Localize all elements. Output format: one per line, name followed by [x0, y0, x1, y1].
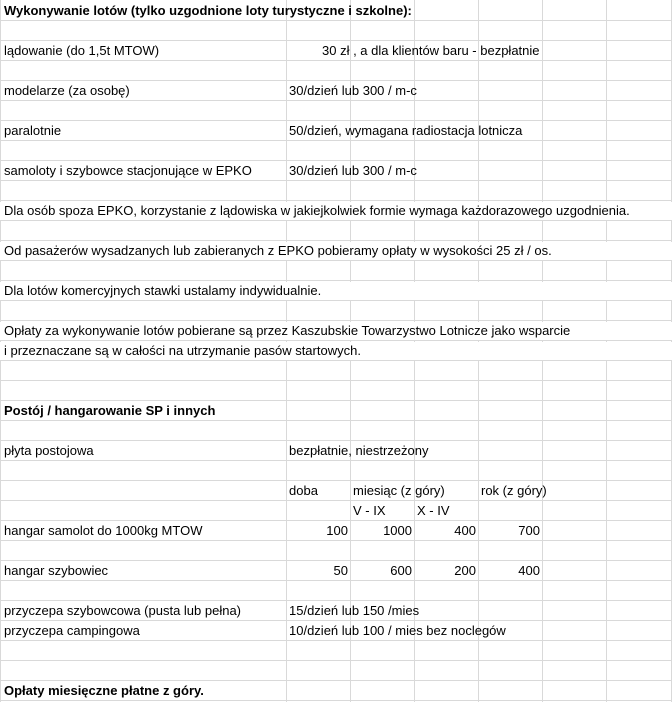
header-year[interactable]: rok (z góry) — [481, 483, 547, 498]
grid-row-line — [0, 400, 672, 401]
grid-row-line — [0, 240, 672, 241]
row-stationed-value[interactable]: 30/dzień lub 300 / m-c — [289, 163, 417, 178]
grid-row-line — [0, 560, 672, 561]
grid-row-line — [0, 580, 672, 581]
grid-row-line — [0, 460, 672, 461]
section-title-flights[interactable]: Wykonywanie lotów (tylko uzgodnione loty turystyczne i szkolne): — [4, 3, 412, 18]
row-paragliders-value[interactable]: 50/dzień, wymagana radiostacja lotnicza — [289, 123, 523, 138]
grid-row-line — [0, 520, 672, 521]
row-landing-label[interactable]: lądowanie (do 1,5t MTOW) — [4, 43, 160, 58]
grid-row-line — [0, 160, 672, 161]
grid-row-line — [0, 200, 672, 201]
row-glider-trailer-label[interactable]: przyczepa szybowcowa (pusta lub pełna) — [4, 603, 242, 618]
row-modelers-value[interactable]: 30/dzień lub 300 / m-c — [289, 83, 417, 98]
row-hangar-glider-summer[interactable]: 600 — [390, 563, 412, 578]
row-camping-trailer-label[interactable]: przyczepa campingowa — [4, 623, 140, 638]
row-stationed-label[interactable]: samoloty i szybowce stacjonujące w EPKO — [4, 163, 252, 178]
grid-row-line — [0, 220, 672, 221]
row-hangar-plane-summer[interactable]: 1000 — [383, 523, 412, 538]
section-title-parking[interactable]: Postój / hangarowanie SP i innych — [4, 403, 216, 418]
row-hangar-plane-label[interactable]: hangar samolot do 1000kg MTOW — [4, 523, 203, 538]
row-hangar-plane-year[interactable]: 700 — [518, 523, 540, 538]
note-fees-line1[interactable]: Opłaty za wykonywanie lotów pobierane są przez Kaszubskie Towarzystwo Lotnicze jako wsparcie — [4, 323, 571, 338]
grid-row-line — [0, 700, 672, 701]
row-hangar-glider-year[interactable]: 400 — [518, 563, 540, 578]
row-glider-trailer-value[interactable]: 15/dzień lub 150 /mies — [289, 603, 420, 618]
grid-row-line — [0, 540, 672, 541]
grid-row-line — [0, 440, 672, 441]
grid-row-line — [0, 640, 672, 641]
row-apron-value[interactable]: bezpłatnie, niestrzeżony — [289, 443, 429, 458]
grid-row-line — [0, 40, 672, 41]
header-summer[interactable]: V - IX — [353, 503, 386, 518]
grid-row-line — [0, 500, 672, 501]
grid-row-line — [0, 280, 672, 281]
grid-row-line — [0, 420, 672, 421]
grid-row-line — [0, 680, 672, 681]
row-hangar-glider-winter[interactable]: 200 — [454, 563, 476, 578]
note-outside-epko[interactable]: Dla osób spoza EPKO, korzystanie z lądowiska w jakiejkolwiek formie wymaga każdorazowego uzgodnienia. — [4, 203, 630, 218]
grid-row-line — [0, 20, 672, 21]
note-passengers[interactable]: Od pasażerów wysadzanych lub zabieranych z EPKO pobieramy opłaty w wysokości 25 zł / os. — [4, 243, 552, 258]
note-commercial[interactable]: Dla lotów komercyjnych stawki ustalamy indywidualnie. — [4, 283, 322, 298]
row-hangar-glider-label[interactable]: hangar szybowiec — [4, 563, 109, 578]
row-hangar-glider-doba[interactable]: 50 — [333, 563, 348, 578]
grid-row-line — [0, 620, 672, 621]
grid-row-line — [0, 660, 672, 661]
grid-row-line — [0, 140, 672, 141]
grid-row-line — [0, 480, 672, 481]
grid-row-line — [0, 120, 672, 121]
grid-row-line — [0, 600, 672, 601]
row-camping-trailer-value[interactable]: 10/dzień lub 100 / mies bez noclegów — [289, 623, 506, 638]
row-apron-label[interactable]: płyta postojowa — [4, 443, 94, 458]
header-month[interactable]: miesiąc (z góry) — [353, 483, 445, 498]
row-landing-value[interactable]: 30 zł , a dla klientów baru - bezpłatnie — [322, 43, 540, 58]
grid-row-line — [0, 60, 672, 61]
header-winter[interactable]: X - IV — [417, 503, 450, 518]
grid-row-line — [0, 380, 672, 381]
row-hangar-plane-doba[interactable]: 100 — [326, 523, 348, 538]
grid-row-line — [0, 260, 672, 261]
grid-row-line — [0, 100, 672, 101]
note-fees-line2[interactable]: i przeznaczane są w całości na utrzymanie pasów startowych. — [4, 343, 361, 358]
grid-row-line — [0, 320, 672, 321]
row-paragliders-label[interactable]: paralotnie — [4, 123, 62, 138]
footer-monthly-note[interactable]: Opłaty miesięczne płatne z góry. — [4, 683, 204, 698]
grid-row-line — [0, 360, 672, 361]
grid-row-line — [0, 80, 672, 81]
grid-row-line — [0, 300, 672, 301]
header-doba[interactable]: doba — [289, 483, 318, 498]
row-modelers-label[interactable]: modelarze (za osobę) — [4, 83, 130, 98]
grid-row-line — [0, 340, 672, 341]
grid-row-line — [0, 180, 672, 181]
row-hangar-plane-winter[interactable]: 400 — [454, 523, 476, 538]
